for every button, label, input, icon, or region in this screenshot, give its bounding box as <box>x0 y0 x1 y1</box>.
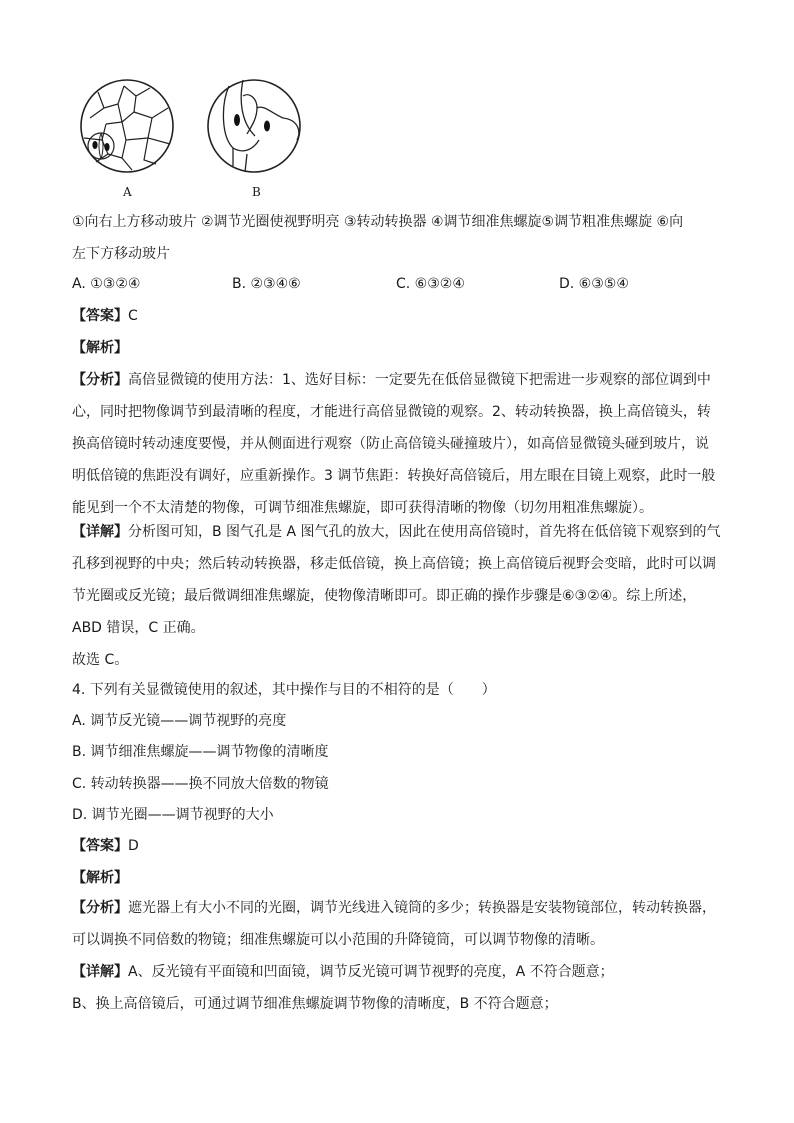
q3-conclusion: 故选 C。 <box>72 652 129 668</box>
q4-stem: 4. 下列有关显微镜使用的叙述，其中操作与目的不相符的是（ ） <box>72 682 496 698</box>
q3-fenxi-line-5: 能见到一个不太清楚的物像，可调节细准焦螺旋，即可获得清晰的物像（切勿用粗准焦螺旋）。 <box>72 500 653 516</box>
answer-value: D <box>128 838 139 854</box>
figure-a-field-of-view <box>78 74 178 178</box>
q3-option-b: B. ②③④⑥ <box>232 276 301 292</box>
q3-fenxi-line-4: 明低倍镜的焦距没有调好，应重新操作。3 调节焦距：转换好高倍镜后，用左眼在目镜上观察，此时一般 <box>72 468 716 484</box>
q3-option-c: C. ⑥③②④ <box>396 276 465 292</box>
q3-steps-line-2: 左下方移动玻片 <box>72 246 170 262</box>
q4-option-c: C. 转动转换器——换不同放大倍数的物镜 <box>72 776 329 792</box>
q3-option-d: D. ⑥③⑤④ <box>559 276 629 292</box>
xiangjie-text: 分析图可知，B 图气孔是 A 图气孔的放大，因此在使用高倍镜时，首先将在低倍镜下观察到的气 <box>128 524 721 540</box>
q4-xiangjie-line-1 <box>72 962 614 982</box>
q3-xiangjie-line-4: ABD 错误，C 正确。 <box>72 620 205 636</box>
q3-fenxi-line-3: 换高倍镜时转动速度要慢，并从侧面进行观察（防止高倍镜头碰撞玻片），如高倍显微镜头碰到玻片，说 <box>72 436 709 452</box>
answer-tag: 【答案】 <box>72 308 128 324</box>
q4-answer <box>72 836 139 856</box>
figure-a-label: A <box>123 185 132 199</box>
figure-b-label: B <box>252 185 261 199</box>
fenxi-text: 高倍显微镜的使用方法：1、选好目标：一定要先在低倍显微镜下把需进一步观察的部位调到中 <box>128 372 711 388</box>
q3-analysis-tag: 【解析】 <box>72 340 128 356</box>
q4-option-d: D. 调节光圈——调节视野的大小 <box>72 807 274 823</box>
answer-value: C <box>128 308 138 324</box>
q4-analysis-tag: 【解析】 <box>72 870 128 886</box>
xiangjie-tag: 【详解】 <box>72 964 128 980</box>
fenxi-tag: 【分析】 <box>72 372 128 388</box>
xiangjie-tag: 【详解】 <box>72 524 128 540</box>
q3-answer <box>72 306 138 326</box>
answer-tag: 【答案】 <box>72 838 128 854</box>
q4-option-b: B. 调节细准焦螺旋——调节物像的清晰度 <box>72 744 329 760</box>
q3-xiangjie-line-3: 节光圈或反光镜；最后微调细准焦螺旋，使物像清晰即可。即正确的操作步骤是⑥③②④。综上所述， <box>72 588 697 604</box>
q3-fenxi-line-1 <box>72 370 711 390</box>
xiangjie-text: A、反光镜有平面镜和凹面镜，调节反光镜可调节视野的亮度，A 不符合题意； <box>128 964 614 980</box>
q4-fenxi-line-1 <box>72 898 716 918</box>
fenxi-text: 遮光器上有大小不同的光圈，调节光线进入镜筒的多少；转换器是安装物镜部位，转动转换器， <box>128 900 716 916</box>
q3-xiangjie-line-2: 孔移到视野的中央；然后转动转换器，移走低倍镜，换上高倍镜；换上高倍镜后视野会变暗，此时可以调 <box>72 556 716 572</box>
q3-option-a: A. ①③②④ <box>72 276 141 292</box>
q3-steps-line-1: ①向右上方移动玻片 ②调节光圈使视野明亮 ③转动转换器 ④调节细准焦螺旋⑤调节粗准焦螺旋 ⑥向 <box>72 214 684 230</box>
q3-xiangjie-line-1 <box>72 522 721 542</box>
q4-fenxi-line-2: 可以调换不同倍数的物镜；细准焦螺旋可以小范围的升降镜筒，可以调节物像的清晰。 <box>72 932 604 948</box>
figure-b-field-of-view <box>203 74 305 178</box>
q4-option-a: A. 调节反光镜——调节视野的亮度 <box>72 713 287 729</box>
fenxi-tag: 【分析】 <box>72 900 128 916</box>
q3-fenxi-line-2: 心，同时把物像调节到最清晰的程度，才能进行高倍显微镜的观察。2、转动转换器，换上高倍镜头，转 <box>72 404 711 420</box>
q4-xiangjie-line-2: B、换上高倍镜后，可通过调节细准焦螺旋调节物像的清晰度，B 不符合题意； <box>72 996 558 1012</box>
